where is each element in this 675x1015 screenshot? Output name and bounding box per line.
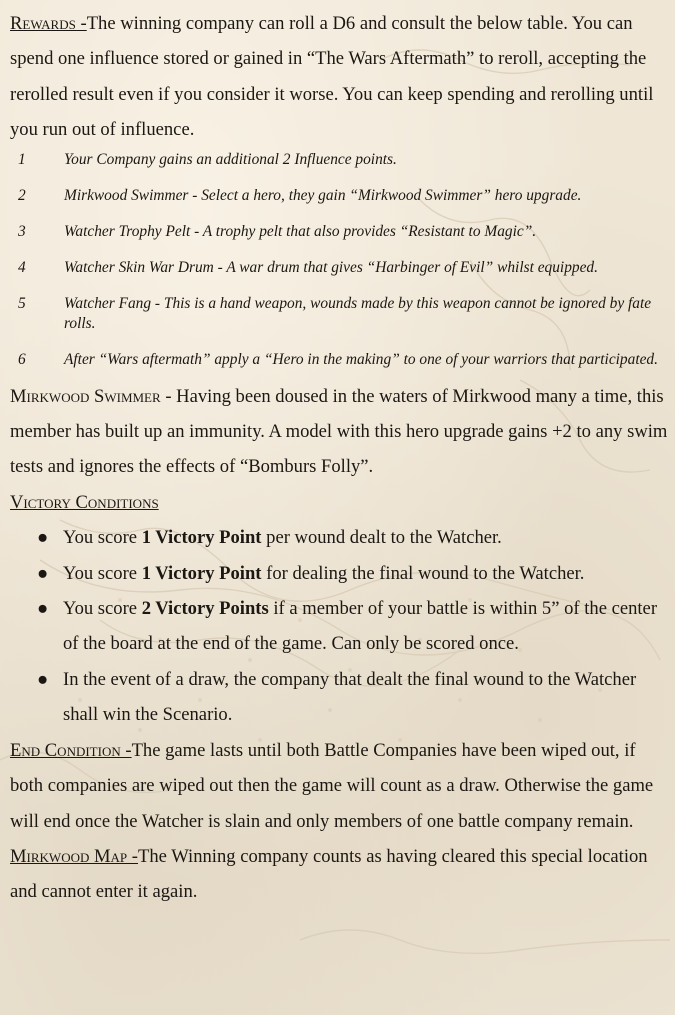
list-item: ● In the event of a draw, the company that dealt the final wound to the Watcher shall win the Scenario. [10, 662, 670, 733]
list-item: ● You score 1 Victory Point for dealing the final wound to the Watcher. [10, 556, 670, 591]
bullet-icon: ● [37, 562, 49, 584]
bullet-icon: ● [37, 527, 49, 549]
victory-heading-line [10, 485, 670, 520]
reward-description: Mirkwood Swimmer - Select a hero, they gain “Mirkwood Swimmer” hero upgrade. [64, 186, 582, 204]
rewards-paragraph [10, 6, 670, 148]
bullet-icon: ● [37, 598, 49, 620]
victory-points-label: 1 Victory Point [141, 562, 262, 584]
list-item: ● You score 2 Victory Points if a member of your battle is within 5” of the center of the board at the end of the game. Can only be scored once. [10, 591, 670, 662]
swimmer-paragraph [10, 379, 670, 485]
reward-description: Your Company gains an additional 2 Influence points. [64, 150, 397, 168]
reward-row-3 [10, 222, 670, 242]
reward-roll-number: 6 [18, 350, 26, 368]
swimmer-heading: Mirkwood Swimmer - [10, 385, 172, 407]
reward-roll-number: 1 [18, 150, 26, 168]
reward-roll-number: 2 [18, 186, 26, 204]
reward-row-4 [10, 258, 670, 278]
reward-row-2 [10, 186, 670, 206]
map-text: The Winning company counts as having cleared this special location and cannot enter it again. [10, 845, 648, 903]
rewards-text: The winning company can roll a D6 and consult the below table. You can spend one influence stored or gained in “The Wars Aftermath” to reroll, accepting the rerolled result even if you consider it worse. You can keep spending and rerolling until you run out of influence. [10, 13, 654, 141]
map-paragraph [10, 839, 670, 910]
document-body [10, 6, 670, 910]
reward-description: Watcher Skin War Drum - A war drum that gives “Harbinger of Evil” whilst equipped. [64, 258, 598, 276]
end-condition-heading: End Condition - [10, 739, 132, 761]
reward-roll-number: 5 [18, 294, 26, 312]
reward-row-6 [10, 350, 670, 370]
reward-roll-number: 4 [18, 258, 26, 276]
reward-description: Watcher Fang - This is a hand weapon, wounds made by this weapon cannot be ignored by fate rolls. [64, 294, 652, 332]
reward-roll-table [10, 150, 670, 370]
map-heading: Mirkwood Map - [10, 845, 138, 867]
victory-conditions-list [10, 520, 670, 732]
victory-heading: Victory Conditions [10, 491, 159, 513]
reward-row-5 [10, 294, 670, 334]
bullet-icon: ● [37, 668, 49, 690]
list-item: ● You score 1 Victory Point per wound dealt to the Watcher. [10, 520, 670, 555]
reward-description: Watcher Trophy Pelt - A trophy pelt that also provides “Resistant to Magic”. [64, 222, 537, 240]
swimmer-text: Having been doused in the waters of Mirkwood many a time, this member has built up an immunity. A model with this hero upgrade gains +2 to any swim tests and ignores the effects of “Bomburs Folly”. [10, 385, 668, 478]
rewards-heading: Rewards - [10, 13, 87, 34]
end-condition-text: The game lasts until both Battle Companies have been wiped out, if both companies are wiped out then the game will count as a draw. Otherwise the game will end once the Watcher is slain and only members of one battle company remain. [10, 739, 654, 832]
reward-roll-number: 3 [18, 222, 26, 240]
reward-row-1 [10, 150, 670, 170]
reward-description: After “Wars aftermath” apply a “Hero in the making” to one of your warriors that participated. [64, 350, 658, 368]
victory-points-label: 2 Victory Points [141, 598, 269, 620]
end-condition-paragraph [10, 733, 670, 839]
victory-points-label: 1 Victory Point [141, 527, 262, 549]
